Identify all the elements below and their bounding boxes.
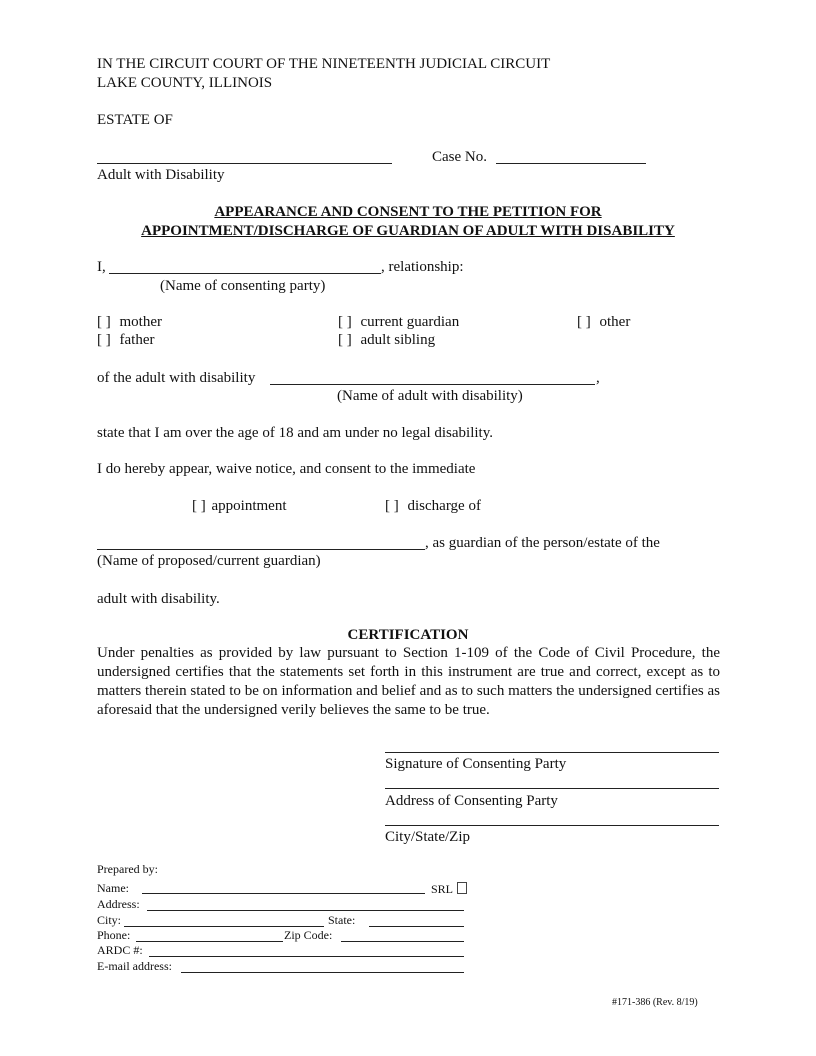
prepared-zip-line[interactable]: [341, 941, 464, 942]
certification-body: Under penalties as provided by law pursuant to Section 1-109 of the Code of Civil Procedure, the undersigned certifies that the statements set forth in this instrument are true and correct, except as to matters therein stated to be on information and belief and as to such matters the undersigned certifies as aforesaid that the undersigned verily believes the same to be true.: [97, 645, 720, 718]
case-no-line[interactable]: [496, 163, 646, 164]
consenting-party-line[interactable]: [109, 273, 381, 274]
prepared-state-label: State:: [328, 913, 356, 927]
prepared-email-label: E-mail address:: [97, 959, 172, 973]
form-title-line1: APPEARANCE AND CONSENT TO THE PETITION FOR: [214, 204, 602, 220]
checkbox-label: father: [119, 332, 155, 348]
guardian-name-line[interactable]: [97, 549, 425, 550]
address-label: Address of Consenting Party: [385, 793, 558, 809]
consent-statement: I do hereby appear, waive notice, and consent to the immediate: [97, 461, 476, 477]
relationship-label: , relationship:: [381, 259, 464, 275]
prepared-state-line[interactable]: [369, 926, 464, 927]
checkbox-label: mother: [119, 314, 162, 330]
certification-heading: CERTIFICATION: [347, 627, 469, 643]
of-adult-label: of the adult with disability: [97, 370, 256, 386]
checkbox-label: adult sibling: [360, 332, 436, 348]
prepared-ardc-label: ARDC #:: [97, 943, 143, 957]
option-label: appointment: [211, 498, 287, 514]
prepared-name-label: Name:: [97, 881, 129, 895]
form-number: #171-386 (Rev. 8/19): [612, 997, 698, 1008]
court-heading: IN THE CIRCUIT COURT OF THE NINETEENTH JUDICIAL CIRCUIT: [97, 56, 551, 72]
estate-name-line[interactable]: [97, 163, 392, 164]
option-appointment[interactable]: [192, 499, 287, 514]
prepared-address-line[interactable]: [147, 910, 464, 911]
signature-label: Signature of Consenting Party: [385, 756, 567, 772]
checkbox-mark[interactable]: [ ]: [338, 332, 352, 348]
city-state-zip-line[interactable]: [385, 825, 719, 826]
srl-box-icon[interactable]: [457, 882, 467, 894]
county-heading: LAKE COUNTY, ILLINOIS: [97, 75, 273, 91]
checkbox-label: other: [599, 314, 631, 330]
prepared-city-label: City:: [97, 913, 122, 927]
checkbox-mark[interactable]: [ ]: [338, 314, 352, 330]
checkbox-mark[interactable]: [ ]: [97, 332, 111, 348]
prepared-by-heading: Prepared by:: [97, 862, 158, 876]
adult-name-caption: (Name of adult with disability): [337, 388, 523, 404]
checkbox-current-guardian[interactable]: [338, 315, 459, 330]
guardian-caption: (Name of proposed/current guardian): [97, 553, 321, 569]
checkbox-mother[interactable]: [97, 315, 162, 330]
option-label: discharge of: [407, 498, 481, 514]
prepared-email-line[interactable]: [181, 972, 464, 973]
prepared-zip-label: Zip Code:: [284, 928, 333, 942]
prepared-city-line[interactable]: [124, 926, 324, 927]
prepared-phone-label: Phone:: [97, 928, 131, 942]
form-title-line2: APPOINTMENT/DISCHARGE OF GUARDIAN OF ADULT WITH DISABILITY: [141, 223, 675, 239]
prepared-name-line[interactable]: [142, 893, 425, 894]
estate-of-label: ESTATE OF: [97, 112, 173, 128]
prepared-address-label: Address:: [97, 897, 140, 911]
consenting-party-caption: (Name of consenting party): [160, 278, 326, 294]
adult-with-disability-label: Adult with Disability: [97, 167, 225, 183]
prepared-ardc-line[interactable]: [149, 956, 464, 957]
signature-line[interactable]: [385, 752, 719, 753]
checkbox-label: current guardian: [360, 314, 460, 330]
checkbox-mark[interactable]: [ ]: [192, 498, 206, 514]
i-label: I,: [97, 259, 106, 275]
checkbox-other[interactable]: [577, 315, 630, 330]
checkbox-mark[interactable]: [ ]: [577, 314, 591, 330]
checkbox-father[interactable]: [97, 333, 154, 348]
srl-label: SRL: [431, 882, 454, 896]
checkbox-adult-sibling[interactable]: [338, 333, 435, 348]
checkbox-mark[interactable]: [ ]: [385, 498, 399, 514]
age-statement: state that I am over the age of 18 and am under no legal disability.: [97, 425, 493, 441]
option-discharge[interactable]: [385, 499, 481, 514]
city-state-zip-label: City/State/Zip: [385, 829, 470, 845]
case-no-label: Case No.: [432, 149, 487, 165]
adult-name-line[interactable]: [270, 384, 595, 385]
adult-name-comma: ,: [596, 370, 600, 386]
prepared-phone-line[interactable]: [136, 941, 283, 942]
guardian-suffix: , as guardian of the person/estate of the: [425, 535, 660, 551]
address-line[interactable]: [385, 788, 719, 789]
checkbox-mark[interactable]: [ ]: [97, 314, 111, 330]
srl-checkbox[interactable]: [431, 882, 467, 895]
adult-with-disability-end: adult with disability.: [97, 591, 220, 607]
